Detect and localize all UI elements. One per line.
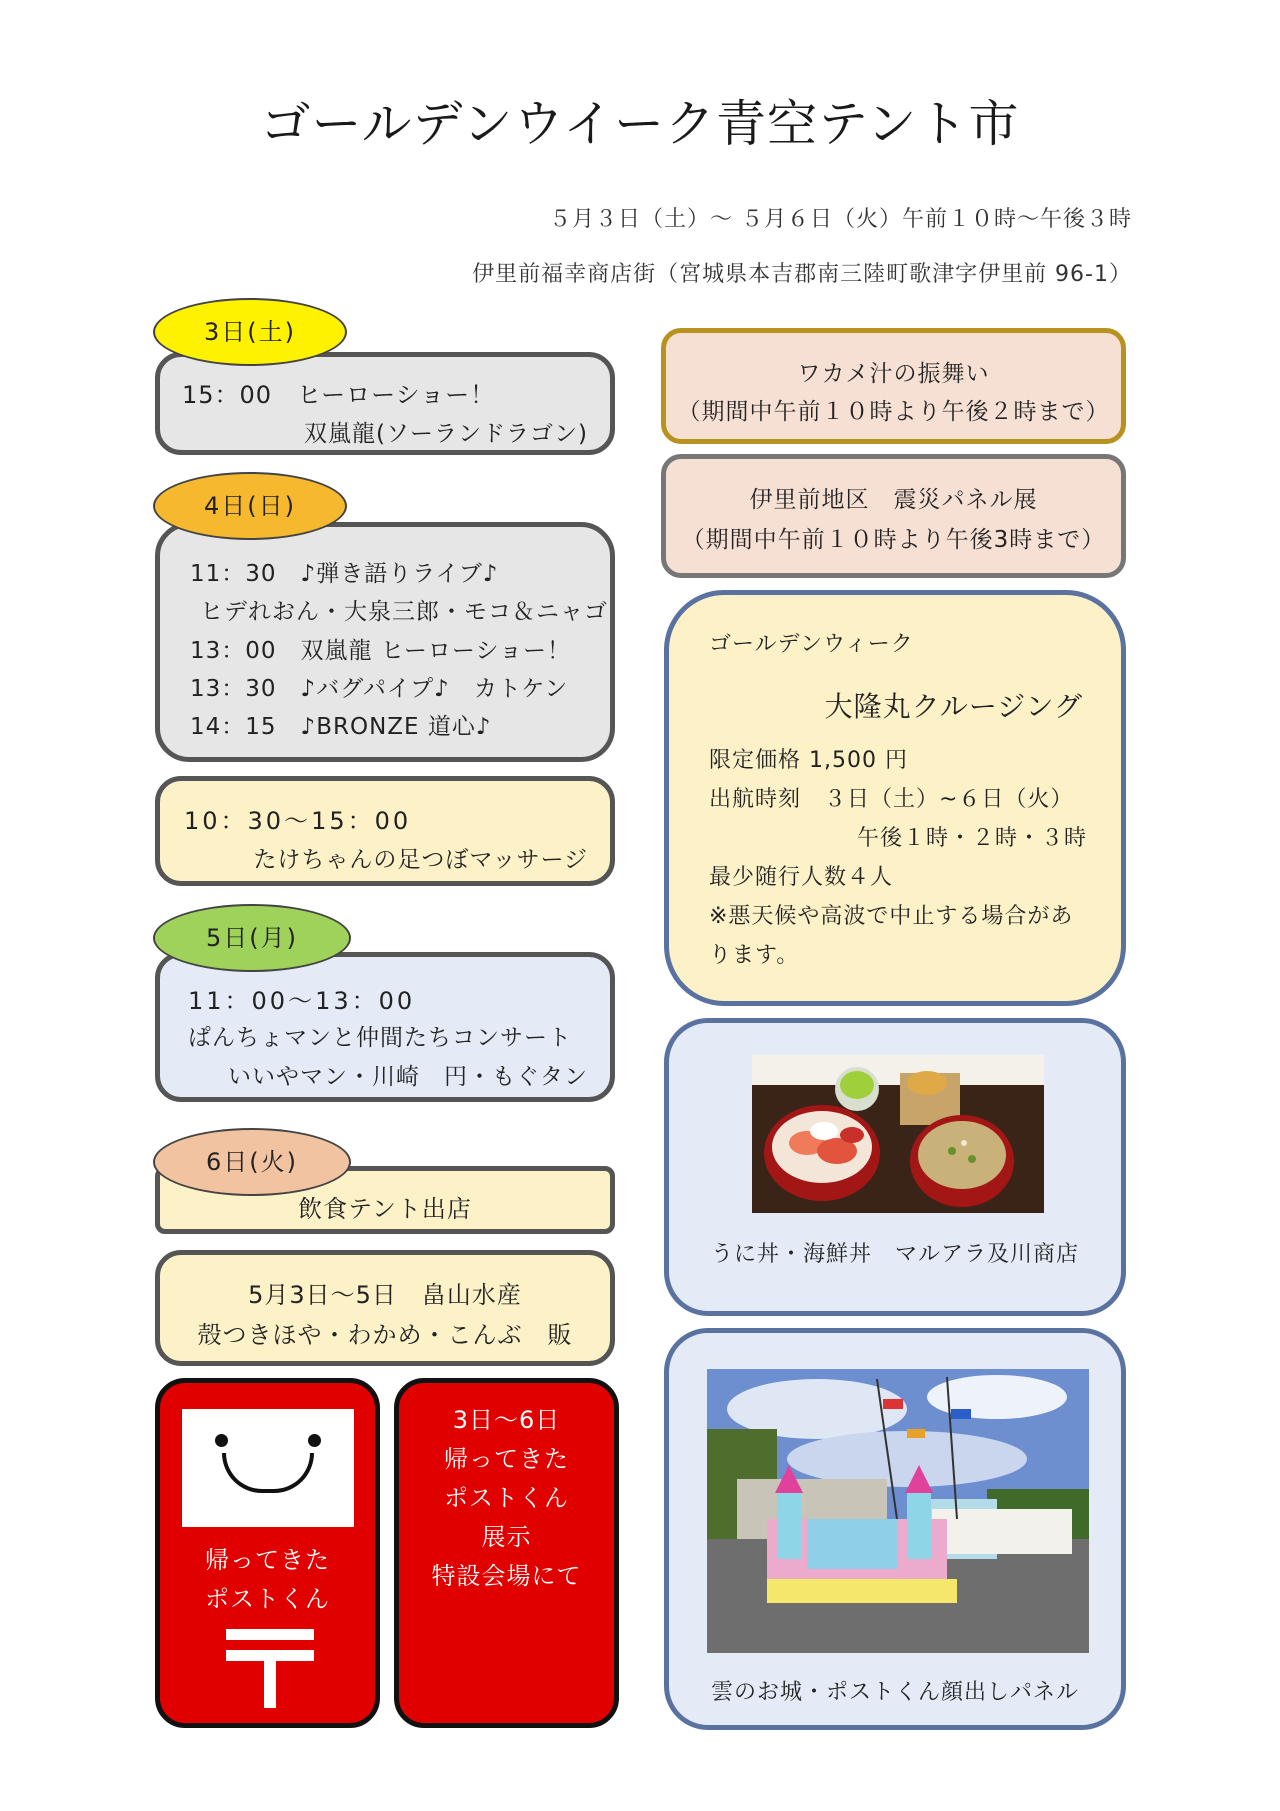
wakame-box (661, 328, 1126, 444)
day5-line: 11：00～13：00 (188, 987, 416, 1015)
cruise-box (664, 590, 1126, 1006)
massage-time: 10：30～15：00 (184, 807, 412, 835)
post-kun-box (155, 1378, 380, 1728)
day3-badge: 3日(土) (153, 298, 347, 366)
day4-badge: 4日(日) (153, 472, 347, 540)
seafood-bowl-photo (752, 1055, 1044, 1213)
exhibit-line: 展示 (481, 1523, 532, 1551)
day4-line: 14：15 ♪BRONZE 道心♪ (190, 714, 492, 740)
day4-line: 13：30 ♪バグパイプ♪ カトケン (190, 676, 569, 702)
exhibit-line: 帰ってきた (444, 1445, 569, 1473)
hatakeyama-line1: 5月3日～5日 畠山水産 (248, 1281, 522, 1309)
day5-line: いいやマン・川崎 円・もぐタン (228, 1064, 588, 1090)
left-eye-icon (215, 1434, 228, 1447)
wakame-line2: （期間中午前１０時より午後２時まで） (677, 399, 1110, 425)
event-venue: 伊里前福幸商店街（宮城県本吉郡南三陸町歌津字伊里前 96-1） (472, 262, 1132, 287)
post-kun-face (182, 1409, 354, 1527)
wakame-line1: ワカメ汁の振舞い (797, 361, 990, 387)
day3-line2: 双嵐龍(ソーランドラゴン) (304, 421, 588, 447)
food-box (664, 1018, 1126, 1316)
cruise-line: 出航時刻 ３日（土）~６日（火） (709, 787, 1074, 812)
day6-badge: 6日(火) (153, 1128, 351, 1196)
massage-box (155, 776, 615, 886)
castle-caption: 雲のお城・ポストくん顔出しパネル (710, 1680, 1079, 1705)
exhibit-line: ポストくん (444, 1484, 569, 1512)
panel-exhibit-box (661, 454, 1126, 578)
day4-line: ヒデれおん・大泉三郎・モコ＆ニャゴ (200, 599, 608, 625)
day3-line1: 15：00 ヒーローショー！ (182, 381, 496, 409)
day4-box (155, 522, 615, 762)
hatakeyama-line2: 殻つきほや・わかめ・こんぶ 販 (197, 1321, 573, 1349)
exhibit-line: 特設会場にて (431, 1562, 582, 1590)
event-date: ５月３日（土）～ ５月６日（火）午前１０時～午後３時 (549, 207, 1132, 232)
castle-box (664, 1328, 1126, 1730)
cruise-line: 午後１時・２時・３時 (856, 826, 1087, 851)
post-kun-exhibit-box (394, 1378, 619, 1728)
post-kun-line2: ポストくん (205, 1585, 330, 1613)
smile-icon (222, 1453, 314, 1493)
panel-exhibit-line2: （期間中午前１０時より午後3時まで） (681, 527, 1106, 553)
day6-text: 飲食テント出店 (298, 1195, 472, 1223)
cruise-line: ※悪天候や高波で中止する場合があ (709, 904, 1074, 929)
cruise-heading: ゴールデンウィーク (709, 632, 914, 657)
panel-exhibit-line1: 伊里前地区 震災パネル展 (749, 487, 1038, 513)
cruise-line: 最少随行人数４人 (709, 865, 894, 890)
day5-box (155, 952, 615, 1102)
exhibit-line: 3日～6日 (452, 1406, 561, 1434)
massage-name: たけちゃんの足つぼマッサージ (253, 847, 588, 873)
bounce-castle-photo (707, 1369, 1089, 1653)
page-title: ゴールデンウイーク青空テント市 (260, 95, 1020, 153)
cruise-line: 限定価格 1,500 円 (709, 748, 908, 773)
hatakeyama-box (155, 1250, 615, 1366)
post-kun-line1: 帰ってきた (205, 1546, 330, 1574)
day3-box (155, 352, 615, 455)
right-eye-icon (308, 1434, 321, 1447)
cruise-title: 大隆丸クルージング (824, 690, 1083, 723)
day4-line: 11：30 ♪弾き語りライブ♪ (190, 561, 499, 587)
food-caption: うに丼・海鮮丼 マルアラ及川商店 (710, 1242, 1079, 1267)
day4-line: 13：00 双嵐龍 ヒーローショー！ (190, 638, 572, 664)
cruise-line: ります。 (709, 943, 800, 968)
day5-badge: 5日(月) (153, 904, 351, 972)
day5-line: ぱんちょマンと仲間たちコンサート (188, 1025, 572, 1051)
